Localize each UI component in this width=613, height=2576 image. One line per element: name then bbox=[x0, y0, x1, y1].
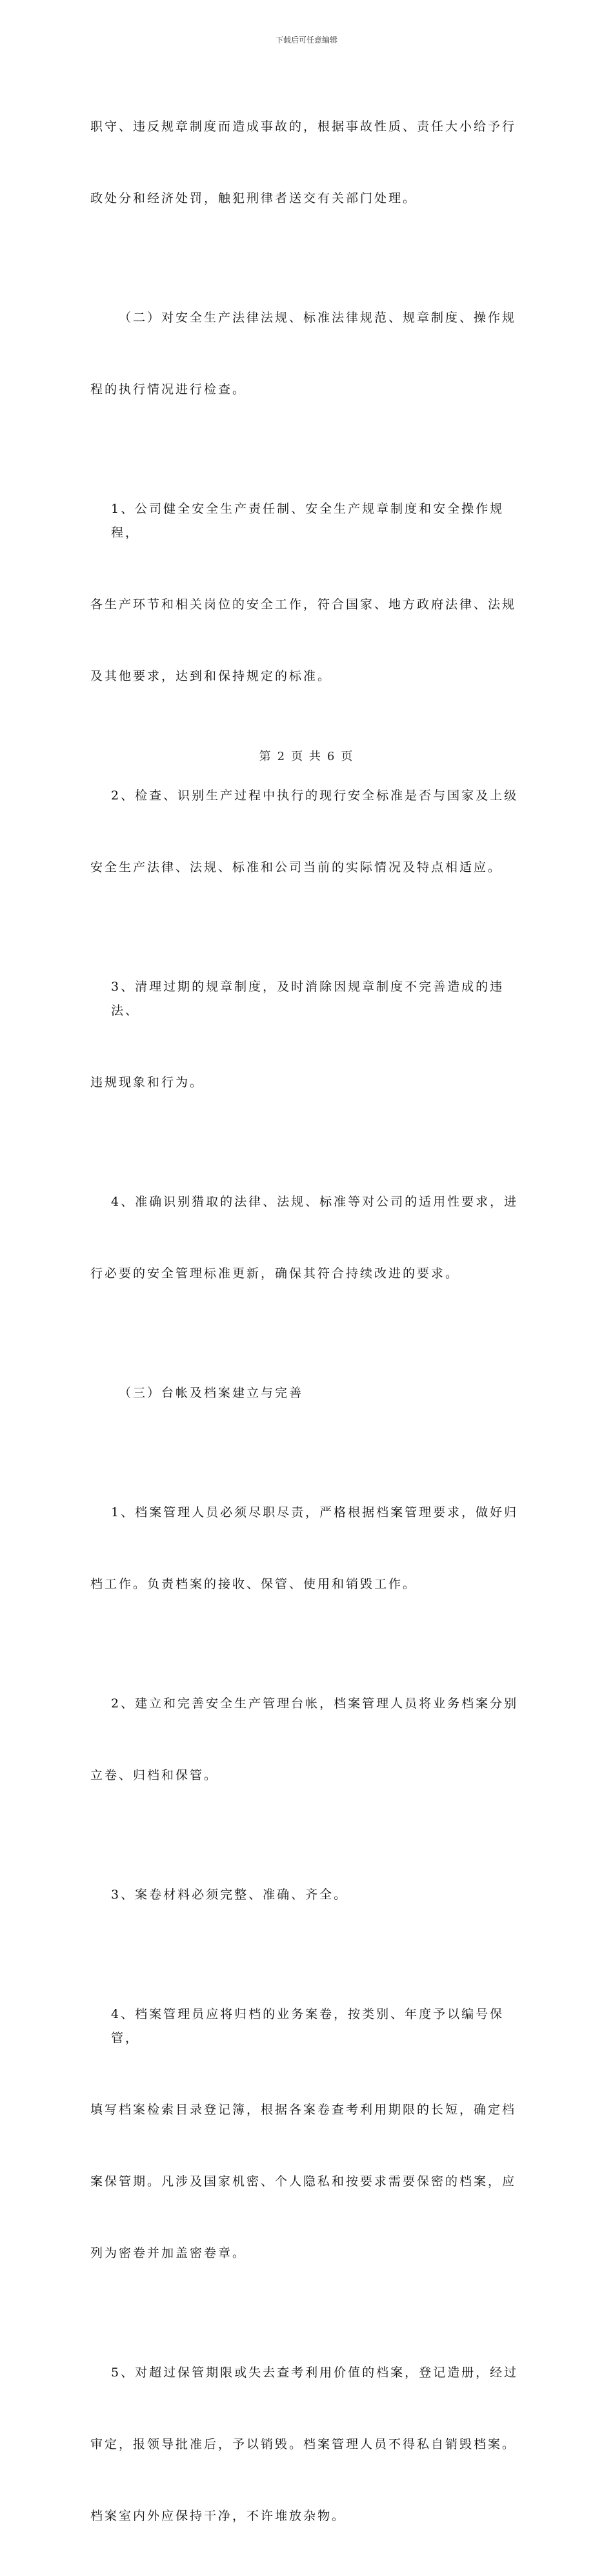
document-body bbox=[90, 67, 529, 2576]
text-line: 档工作。负责档案的接收、保管、使用和销毁工作。 bbox=[90, 1577, 417, 1591]
text-line: 程的执行情况进行检查。 bbox=[90, 382, 247, 397]
text-line: 安全生产法律、法规、标准和公司当前的实际情况及特点相适应。 bbox=[90, 860, 503, 874]
text-line: 政处分和经济处罚，触犯刑律者送交有关部门处理。 bbox=[90, 191, 417, 205]
text-line: 案保管期。凡涉及国家机密、个人隐私和按要求需要保密的档案，应 bbox=[90, 2174, 517, 2189]
footer-prefix: 第 bbox=[259, 750, 272, 763]
text-line: 4、准确识别猎取的法律、法规、标准等对公司的适用性要求，进 bbox=[111, 1195, 519, 1209]
text-line: 审定，报领导批准后，予以销毁。档案管理人员不得私自销毁档案。 bbox=[90, 2437, 517, 2451]
text-line: 及其他要求，达到和保持规定的标准。 bbox=[90, 669, 332, 683]
text-line: 5、对超过保管期限或失去查考利用价值的档案，登记造册，经过 bbox=[111, 2365, 519, 2380]
text-line: 立卷、归档和保管。 bbox=[90, 1768, 219, 1782]
paragraph bbox=[90, 1142, 529, 1334]
text-line: 职守、违反规章制度而造成事故的，根据事故性质、责任大小给予行 bbox=[90, 119, 517, 134]
text-line: 填写档案检索目录登记簿，根据各案卷查考利用期限的长短，确定档 bbox=[90, 2103, 517, 2117]
paragraph bbox=[90, 927, 529, 1142]
footer-middle: 页 共 bbox=[291, 750, 322, 763]
text-line: 3、清理过期的规章制度，及时消除因规章制度不完善造成的违法、 bbox=[111, 980, 505, 1018]
text-line: 列为密卷并加盖密卷章。 bbox=[90, 2246, 247, 2260]
text-line: 各生产环节和相关岗位的安全工作，符合国家、地方政府法律、法规 bbox=[90, 597, 517, 612]
page-footer bbox=[0, 747, 613, 764]
paragraph bbox=[90, 67, 529, 258]
text-line: 行必要的安全管理标准更新，确保其符合持续改进的要求。 bbox=[90, 1266, 460, 1281]
paragraph bbox=[90, 1955, 529, 2313]
text-line: 2、建立和完善安全生产管理台帐，档案管理人员将业务档案分别 bbox=[111, 1696, 519, 1711]
total-pages: 6 bbox=[327, 750, 336, 763]
text-line: 1、档案管理人员必须尽职尽责，严格根据档案管理要求，做好归 bbox=[111, 1505, 519, 1520]
text-line: 违规现象和行为。 bbox=[90, 1075, 205, 1089]
paragraph bbox=[90, 1453, 529, 1644]
text-line: （三）台帐及档案建立与完善 bbox=[119, 1386, 304, 1400]
text-line: 档案室内外应保持干净，不许堆放杂物。 bbox=[90, 2509, 347, 2523]
section-heading bbox=[90, 1334, 529, 1453]
text-line: 3、案卷材料必须完整、准确、齐全。 bbox=[111, 1888, 348, 1902]
paragraph bbox=[90, 736, 529, 927]
paragraph bbox=[90, 2313, 529, 2576]
paragraph bbox=[90, 1644, 529, 1835]
text-line: 1、公司健全安全生产责任制、安全生产规章制度和安全操作规程， bbox=[111, 502, 505, 540]
text-line: （二）对安全生产法律法规、标准法律规范、规章制度、操作规 bbox=[119, 311, 517, 325]
footer-suffix: 页 bbox=[341, 750, 354, 763]
text-line: 4、档案管理员应将归档的业务案卷，按类别、年度予以编号保管， bbox=[111, 2007, 505, 2045]
paragraph bbox=[90, 1835, 529, 1955]
page-header-note: 下载后可任意编辑 bbox=[275, 36, 337, 45]
text-line: 2、检查、识别生产过程中执行的现行安全标准是否与国家及上级 bbox=[111, 788, 519, 803]
section-heading bbox=[90, 258, 529, 449]
page-number: 2 bbox=[277, 750, 286, 763]
paragraph bbox=[90, 449, 529, 736]
